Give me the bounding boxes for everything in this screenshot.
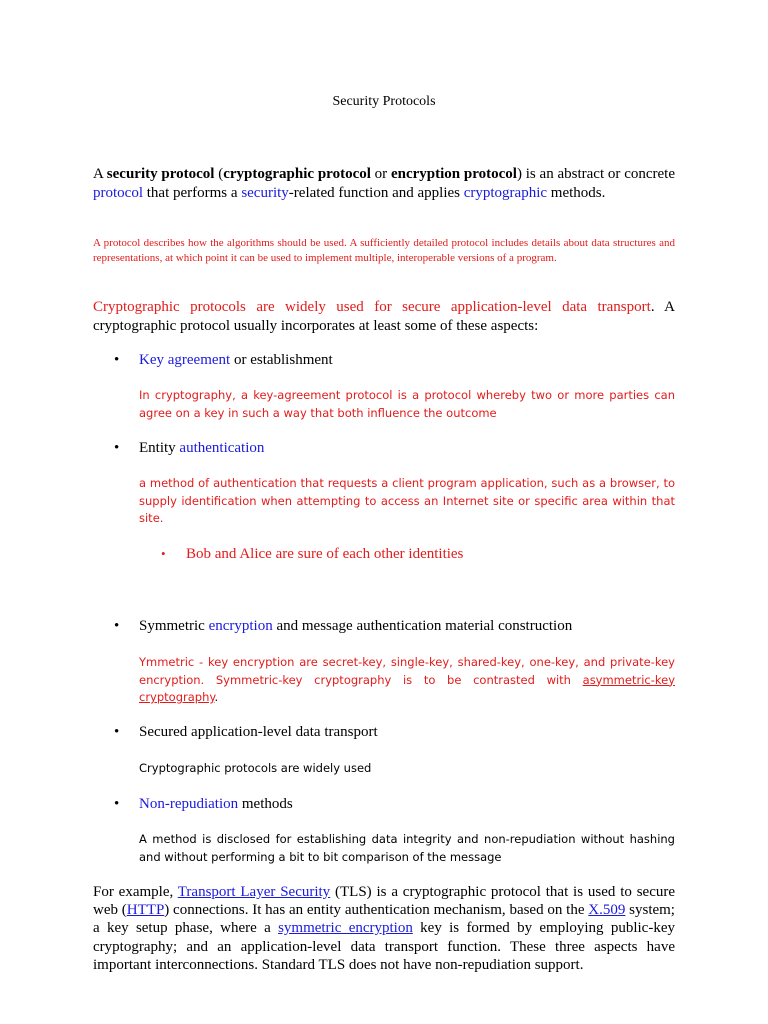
tls-example-paragraph: For example, Transport Layer Security (TLS) is a cryptographic protocol that is used to secure web (HTTP) connections. It has an entity authentication mechanism, based on the X.509 system; a key setup phase, where a symmetric encryption key is formed by employing public-key cryptography; and an application-level data transport function. These three aspects have important interconnections. Standard TLS does not have non-repudiation support. xyxy=(93,884,676,973)
link-cryptographic[interactable]: cryptographic xyxy=(463,184,548,201)
symmetric-description: Ymmetric - key encryption are secret-key, single-key, shared-key, one-key, and private-key encryption. Symmetric-key cryptography is to be contrasted with asymmetric-key cryptography. xyxy=(139,655,675,704)
aspects-paragraph: Cryptographic protocols are widely used for secure application-level data transport. A cryptographic protocol usually incorporates at least some of these aspects: xyxy=(93,299,675,334)
term-encryption-protocol: encryption protocol xyxy=(390,166,517,182)
list-item-key-agreement: Key agreement or establishment xyxy=(139,352,333,368)
bullet-icon: • xyxy=(114,724,120,740)
protocol-note: A protocol describes how the algorithms should be used. A sufficiently detailed protocol includes details about data structures and representations, at which point it can be used to implement multiple, interoperable versions of a program. xyxy=(93,237,675,264)
link-encryption[interactable]: encryption xyxy=(208,618,273,634)
bullet-icon: • xyxy=(114,440,120,456)
data-transport-description: Cryptographic protocols are widely used xyxy=(139,761,372,775)
link-security[interactable]: security xyxy=(241,184,289,201)
bullet-icon: • xyxy=(114,796,120,812)
sub-bullet-icon: • xyxy=(161,546,166,561)
link-non-repudiation[interactable]: Non-repudiation xyxy=(139,796,239,812)
link-key-agreement[interactable]: Key agreement xyxy=(139,352,231,368)
intro-paragraph: A security protocol (cryptographic protocol or encryption protocol) is an abstract or concrete protocol that performs a security-related function and applies cryptographic methods. xyxy=(93,166,675,201)
authentication-description: a method of authentication that requests a client program application, such as a browser, to supply identification when attempting to access an Internet site or specific area within that site. xyxy=(139,476,675,525)
list-item-symmetric-encryption: Symmetric encryption and message authentication material construction xyxy=(139,618,573,634)
non-repudiation-description: A method is disclosed for establishing data integrity and non-repudiation without hashing and without performing a bit to bit comparison of the message xyxy=(139,832,675,864)
term-security-protocol: security protocol xyxy=(106,166,215,182)
key-agreement-description: In cryptography, a key-agreement protocol is a protocol whereby two or more parties can agree on a key in such a way that both influence the outcome xyxy=(139,388,675,420)
link-x509[interactable]: X.509 xyxy=(588,902,626,919)
link-symmetric-encryption[interactable]: symmetric encryption xyxy=(278,920,413,937)
list-item-data-transport: Secured application-level data transport xyxy=(139,724,378,740)
link-http[interactable]: HTTP xyxy=(126,902,165,919)
link-protocol[interactable]: protocol xyxy=(93,184,143,201)
page-title: Security Protocols xyxy=(332,94,436,109)
bullet-icon: • xyxy=(114,618,120,634)
list-item-entity-authentication: Entity authentication xyxy=(139,440,265,456)
list-item-non-repudiation: Non-repudiation methods xyxy=(139,796,293,812)
link-asymmetric-key-cryptography[interactable]: asymmetric-key cryptography xyxy=(139,672,675,704)
bullet-icon: • xyxy=(114,352,120,368)
term-cryptographic-protocol: cryptographic protocol xyxy=(223,166,371,182)
link-authentication[interactable]: authentication xyxy=(179,440,265,456)
sub-list-item-identities: Bob and Alice are sure of each other identities xyxy=(186,546,464,562)
link-transport-layer-security[interactable]: Transport Layer Security xyxy=(177,884,331,900)
